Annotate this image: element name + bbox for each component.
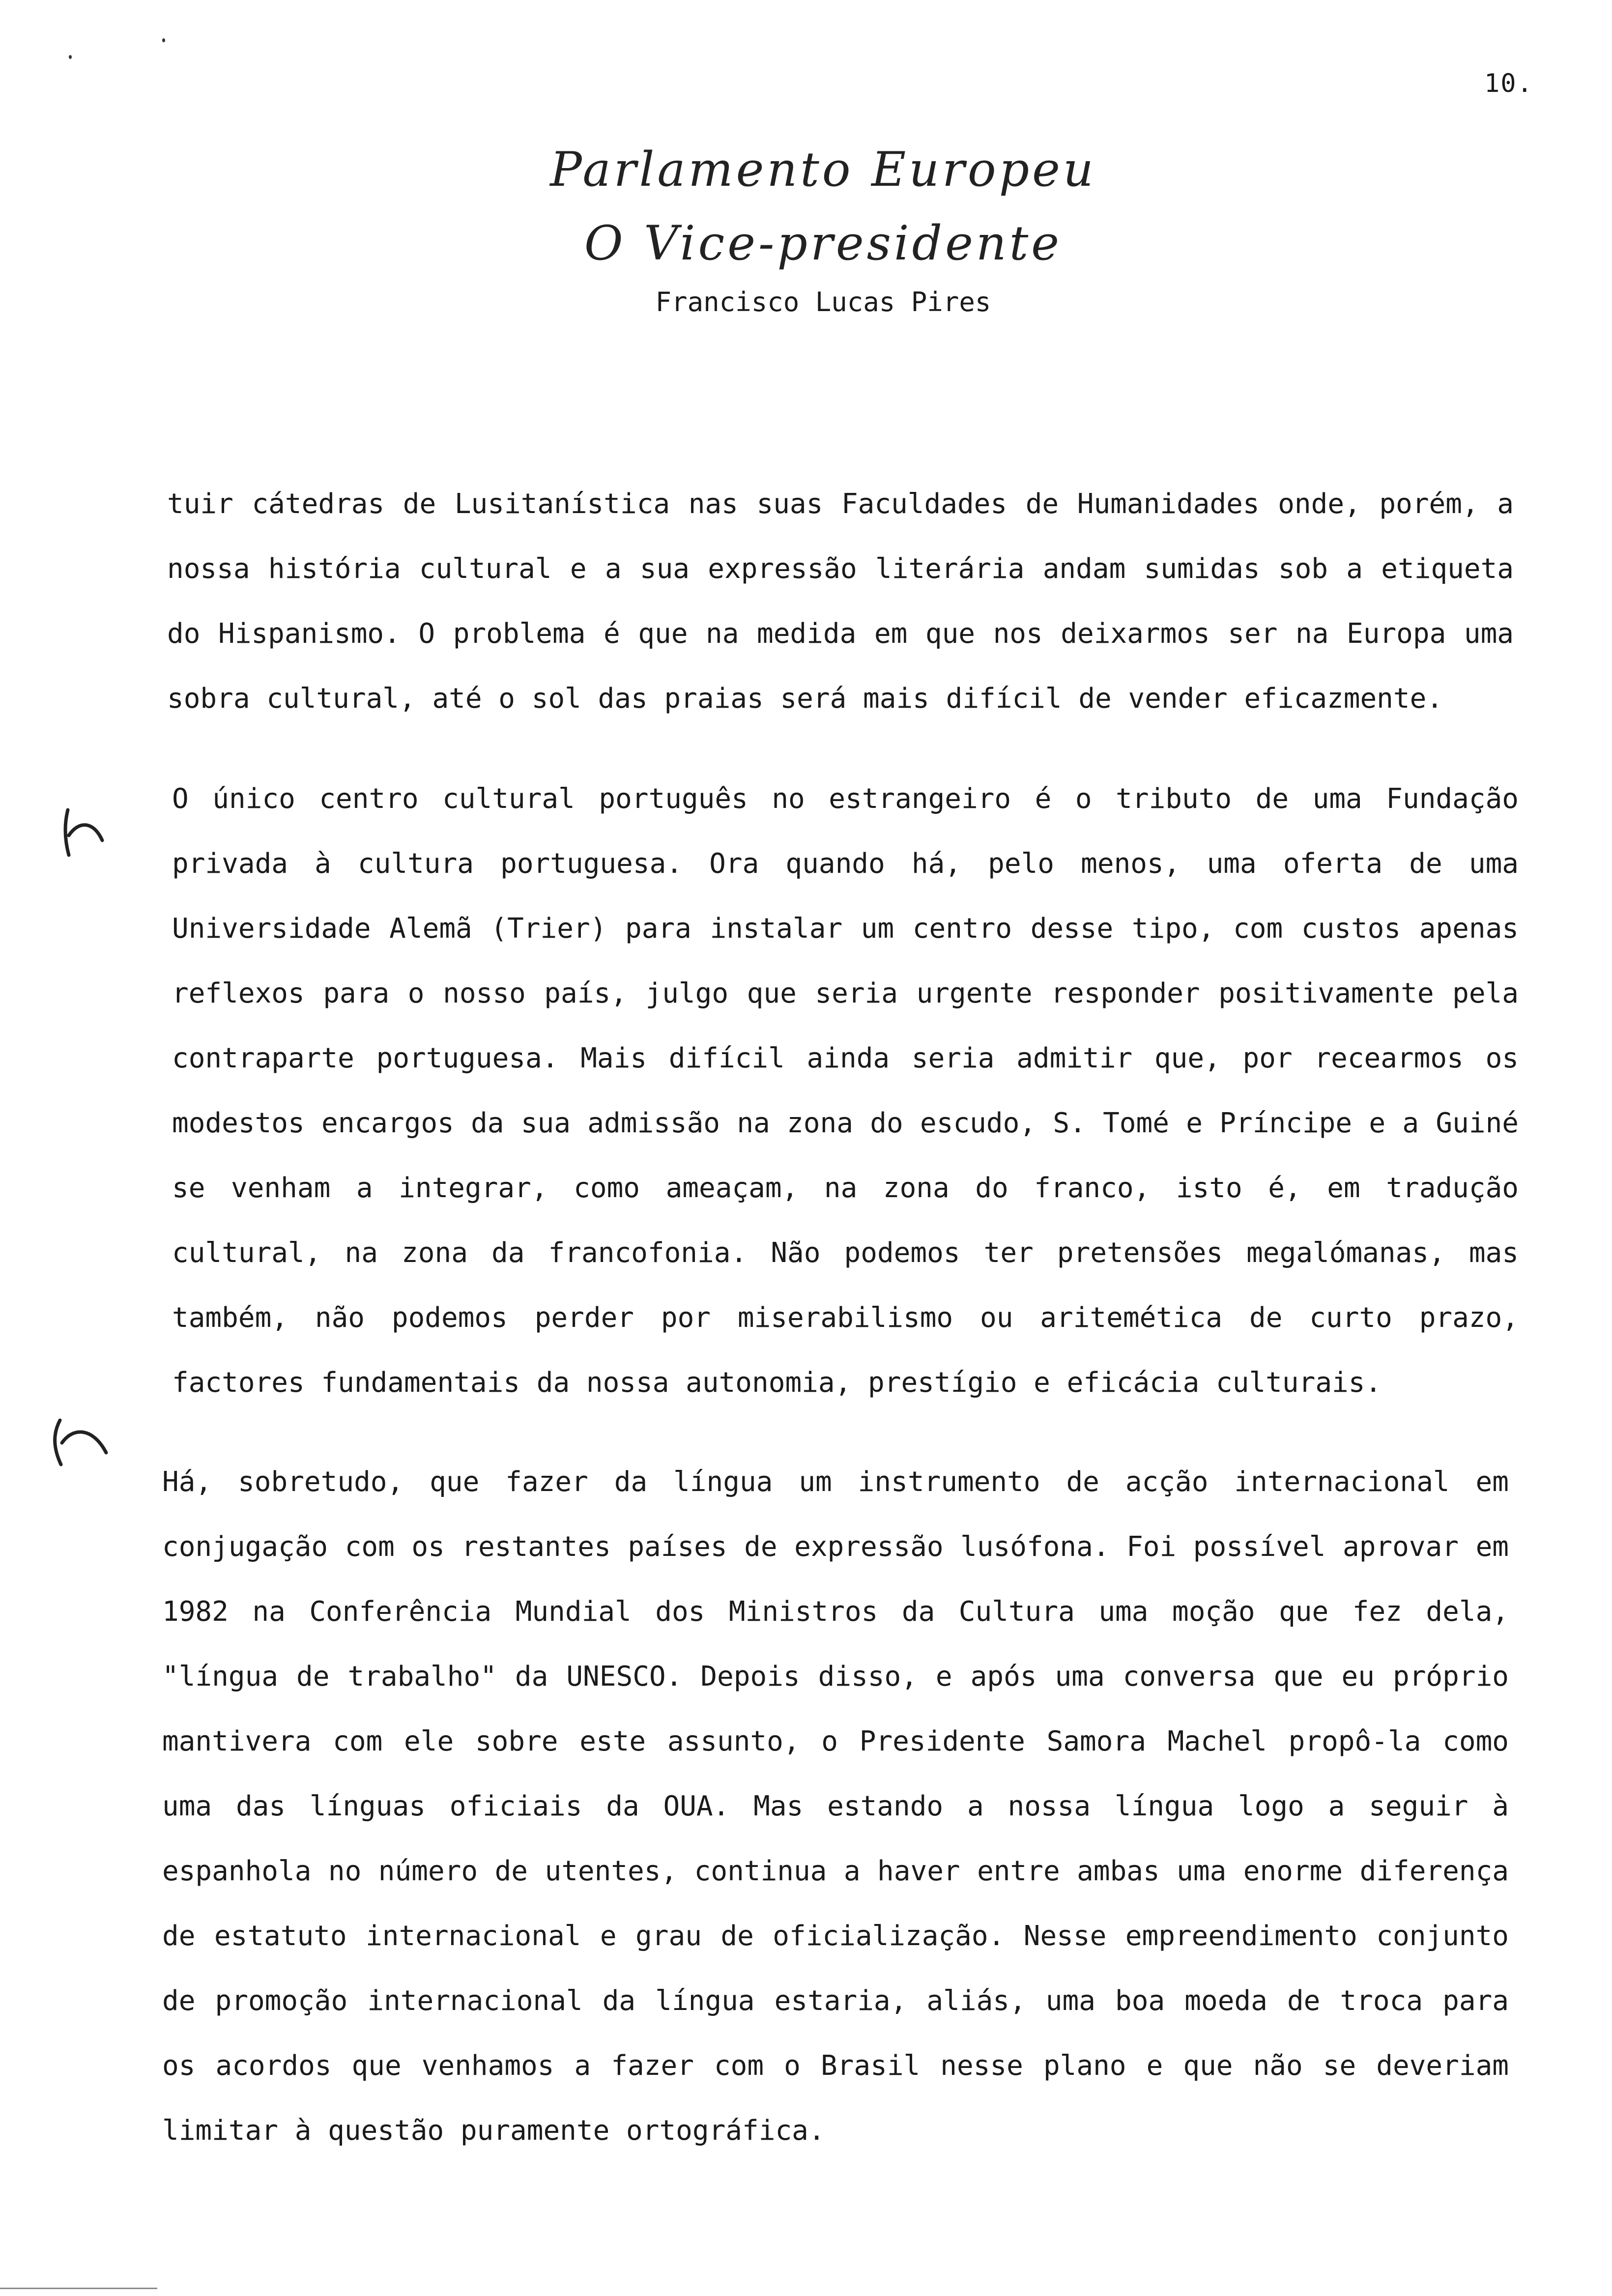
scan-speck [162, 38, 165, 42]
letterhead-office: O Vice-presidente [584, 216, 1063, 271]
body-paragraph: O único centro cultural português no estrangeiro é o tributo de uma Fundação privada à cultura portuguesa. Ora quando há, pelo menos, uma oferta de uma Universidade Alemã (Trier) para instalar um centro desse tipo, com custos apenas reflexos para o nosso país, julgo que seria urgente responder positivamente pela contraparte portuguesa. Mais difícil ainda seria admitir que, por recearmos os modestos encargos da sua admissão na zona do escudo, S. Tomé e Príncipe e a Guiné se venham a integrar, como ameaçam, na zona do franco, isto é, em tradução cultural, na zona da francofonia. Não podemos ter pretensões megalómanas, mas também, não podemos perder por miserabilismo ou aritemética de curto prazo, factores fundamentais da nossa autonomia, prestígio e eficácia culturais. [172, 783, 1519, 1399]
page-number: 10. [1484, 69, 1533, 98]
handwritten-hook-mark-icon [59, 806, 108, 860]
body-paragraph: tuir cátedras de Lusitanística nas suas Faculdades de Humanidades onde, porém, a nossa história cultural e a sua expressão literária andam sumidas sob a etiqueta do Hispanismo. O problema é que na medida em que nos deixarmos ser na Europa uma sobra cultural, até o sol das praias será mais difícil de vender eficazmente. [167, 488, 1514, 715]
letterhead-institution: Parlamento Europeu [550, 142, 1096, 197]
body-paragraph: Há, sobretudo, que fazer da língua um instrumento de acção internacional em conjugação com os restantes países de expressão lusófona. Foi possível aprovar em 1982 na Conferência Mundial dos Ministros da Cultura uma moção que fez dela, "língua de trabalho" da UNESCO. Depois disso, e após uma conversa que eu próprio mantivera com ele sobre este assunto, o Presidente Samora Machel propô-la como uma das línguas oficiais da OUA. Mas estando a nossa língua logo a seguir à espanhola no número de utentes, continua a haver entre ambas uma enorme diferença de estatuto internacional e grau de oficialização. Nesse empreendimento conjunto de promoção internacional da língua estaria, aliás, uma boa moeda de troca para os acordos que venhamos a fazer com o Brasil nesse plano e que não se deveriam limitar à questão puramente ortográfica. [162, 1466, 1509, 2147]
handwritten-hook-mark-icon [49, 1415, 113, 1469]
letterhead [491, 133, 1155, 324]
scan-speck [69, 55, 72, 59]
letterhead-name: Francisco Lucas Pires [655, 287, 991, 317]
scan-edge-line [0, 2288, 157, 2289]
